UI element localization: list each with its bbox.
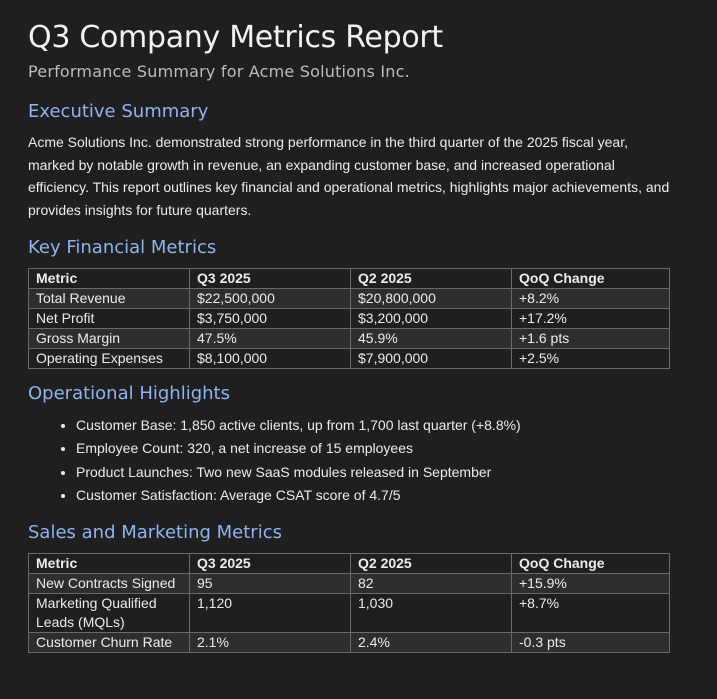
table-cell: +17.2% [512, 309, 670, 329]
column-header: QoQ Change [512, 554, 670, 574]
table-cell: 2.1% [190, 633, 351, 653]
page-subtitle: Performance Summary for Acme Solutions Inc. [28, 62, 410, 81]
table-cell: Gross Margin [29, 329, 190, 349]
table-cell: $3,750,000 [190, 309, 351, 329]
table-cell: 2.4% [351, 633, 512, 653]
table-header-row [29, 554, 670, 574]
column-header: Q2 2025 [351, 269, 512, 289]
table-row [29, 633, 670, 653]
table-cell: Total Revenue [29, 289, 190, 309]
operational-highlights-list [28, 414, 689, 507]
column-header: Q3 2025 [190, 269, 351, 289]
table-cell: 47.5% [190, 329, 351, 349]
list-item: • Customer Satisfaction: Average CSAT score of 4.7/5 [76, 484, 689, 507]
column-header: QoQ Change [512, 269, 670, 289]
table-cell: New Contracts Signed [29, 574, 190, 594]
table-row [29, 289, 670, 309]
table-cell: +1.6 pts [512, 329, 670, 349]
list-item: • Employee Count: 320, a net increase of 15 employees [76, 437, 689, 460]
table-cell: $8,100,000 [190, 349, 351, 369]
table-cell: 1,030 [351, 594, 512, 633]
table-cell: +2.5% [512, 349, 670, 369]
table-row [29, 349, 670, 369]
sales-marketing-table [28, 553, 670, 653]
table-row [29, 594, 670, 633]
table-cell: Net Profit [29, 309, 190, 329]
table-cell: $20,800,000 [351, 289, 512, 309]
table-cell: 95 [190, 574, 351, 594]
table-header-row [29, 269, 670, 289]
page-title: Q3 Company Metrics Report [28, 20, 443, 55]
list-item: • Customer Base: 1,850 active clients, up from 1,700 last quarter (+8.8%) [76, 414, 689, 437]
operational-highlights-heading: Operational Highlights [28, 383, 230, 404]
table-cell: Customer Churn Rate [29, 633, 190, 653]
column-header: Metric [29, 554, 190, 574]
table-cell: Operating Expenses [29, 349, 190, 369]
table-cell: Marketing Qualified Leads (MQLs) [29, 594, 190, 633]
table-cell: $7,900,000 [351, 349, 512, 369]
column-header: Metric [29, 269, 190, 289]
financial-metrics-heading: Key Financial Metrics [28, 237, 217, 258]
table-cell: +8.7% [512, 594, 670, 633]
table-cell: 1,120 [190, 594, 351, 633]
list-item: • Product Launches: Two new SaaS modules released in September [76, 461, 689, 484]
table-cell: $3,200,000 [351, 309, 512, 329]
table-row [29, 329, 670, 349]
column-header: Q3 2025 [190, 554, 351, 574]
executive-summary-text: Acme Solutions Inc. demonstrated strong performance in the third quarter of the 2025 fiscal year, marked by notable growth in revenue, an expanding customer base, and increased operational efficiency. This report outlines key financial and operational metrics, highlights major achievements, and provides insights for future quarters. [28, 134, 670, 218]
table-cell: 45.9% [351, 329, 512, 349]
table-cell: +15.9% [512, 574, 670, 594]
table-cell: -0.3 pts [512, 633, 670, 653]
column-header: Q2 2025 [351, 554, 512, 574]
table-cell: 82 [351, 574, 512, 594]
table-cell: +8.2% [512, 289, 670, 309]
sales-marketing-heading: Sales and Marketing Metrics [28, 522, 282, 544]
table-row [29, 309, 670, 329]
table-row [29, 574, 670, 594]
financial-metrics-table [28, 268, 670, 369]
executive-summary-heading: Executive Summary [28, 101, 209, 122]
table-cell: $22,500,000 [190, 289, 351, 309]
